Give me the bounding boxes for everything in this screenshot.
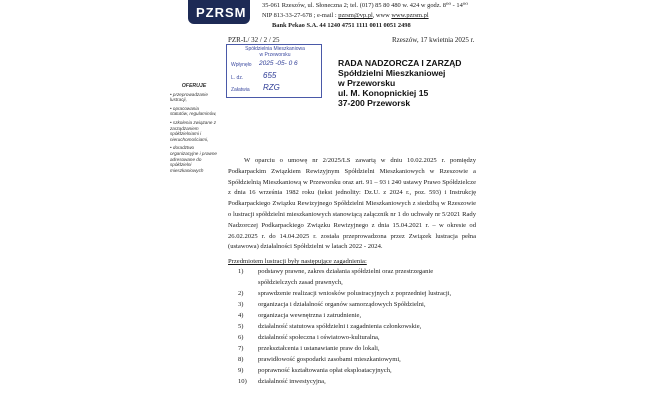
reference-number: PZR-L/ 32 / 2 / 25: [228, 36, 280, 44]
sidebar-item: • opracowania statutów, regulaminów,: [170, 105, 217, 117]
list-item: 1) podstawy prawne, zakres działania spółdzielni oraz przestrzeganie: [238, 268, 434, 275]
www-sep: , www: [372, 12, 392, 19]
list-item: spółdzielczych zasad prawnych,: [258, 279, 343, 286]
addressee-line: RADA NADZORCZA I ZARZĄD: [338, 58, 462, 68]
list-item: 9) poprawność kształtowania opłat eksploatacyjnych,: [238, 367, 392, 374]
receipt-stamp: [226, 44, 322, 98]
letter-date: Rzeszów, 17 kwietnia 2025 r.: [392, 36, 475, 44]
letterhead-address: 35-061 Rzeszów, ul. Słoneczna 2; tel. (017) 85 80 480 w. 424 w godz. 8⁰⁰ - 14⁰⁰: [262, 2, 468, 9]
body-paragraph: W oparciu o umowę nr 2/2025/LS zawartą w dniu 10.02.2025 r. pomiędzy Podkarpackim Związkiem Rewizyjnym Spółdzielni Mieszkaniowych w Rzeszowie a Spółdzielnią Mieszkaniową w Przeworsku oraz art. 91 – 93 i 240 ustawy Prawo Spółdzielcze z dnia 16 września 1982 roku (tekst jednolity: Dz.U. z 2024 r., poz. 593) i Instrukcję Podkarpackiego Związku Rewizyjnego Spółdzielni Mieszkaniowych z siedzibą w Rzeszowie o lustracji spółdzielni mieszkaniowych stanowiącą załącznik nr 1 do uchwały nr 5/2021 Rady Nadzorczej Podkarpackiego Związku Rewizyjnego z dnia 15.04.2021 r. – w okresie od 26.02.2025 r. do 14.04.2025 r. została przeprowadzona przez Związek lustracja pełna (ustawowa) działalności Spółdzielni w latach 2022 - 2024.: [228, 157, 476, 251]
stamp-date-value: 2025 -05- 0 6: [259, 60, 298, 67]
stamp-ldz-value: 655: [263, 71, 277, 80]
sidebar-title: OFERUJE: [181, 83, 207, 89]
addressee-line: w Przeworsku: [338, 78, 396, 88]
email-link[interactable]: pzrsm@vp.pl: [338, 12, 373, 19]
list-item: 2) sprawdzenie realizacji wniosków polustracyjnych z poprzedniej lustracji,: [238, 290, 452, 297]
letterhead-contact: [262, 11, 429, 20]
stamp-org: Spółdzielnia Mieszkaniowa w Przeworsku: [245, 46, 305, 58]
website-link[interactable]: www.pzrsm.pl: [391, 12, 429, 19]
list-item: 5) działalność statutowa spółdzielni i zagadnienia członkowskie,: [238, 323, 422, 330]
stamp-zalatwia-value: RZG: [263, 83, 280, 92]
subject-heading: Przedmiotem lustracji były następujące zagadnienia:: [228, 258, 367, 265]
pzrsm-logo: [188, 0, 250, 24]
list-item: 4) organizacja wewnętrzna i zatrudnienie,: [238, 312, 362, 319]
stamp-wplynelo-label: Wpłynęło: [231, 62, 252, 68]
list-item: 8) prawidłowość gospodarki zasobami mieszkaniowymi,: [238, 356, 401, 363]
stamp-zalatwia-label: Załatwia: [231, 87, 250, 93]
offer-sidebar: [170, 84, 218, 176]
letter-body: [228, 156, 476, 253]
addressee-line: 37-200 Przeworsk: [338, 98, 411, 108]
sidebar-item: • przeprowadzanie lustracji,: [170, 91, 208, 103]
nip-line: NIP 813-33-27-678 ; e-mail :: [262, 12, 339, 19]
logo-text: PZRSM: [196, 5, 247, 20]
list-item: 6) działalność społeczna i oświatowo-kulturalna,: [238, 334, 380, 341]
addressee-block: [338, 58, 461, 108]
addressee-line: ul. M. Konopnickiej 15: [338, 88, 429, 98]
addressee-line: Spółdzielni Mieszkaniowej: [338, 68, 446, 78]
sidebar-item: • doradztwo organizacyjne i prawne adresowane do spółdzielni mieszkaniowych: [170, 145, 217, 173]
stamp-ldz-label: L. dz.: [231, 75, 244, 81]
list-item: 3) organizacja i działalność organów samorządowych Spółdzielni,: [238, 301, 426, 308]
bank-line: Bank Pekao S.A. 44 1240 4751 1111 0011 0051 2498: [272, 22, 411, 29]
list-item: 10) działalność inwestycyjna,: [238, 378, 326, 385]
sidebar-item: • szkolenia związane z zarządzaniem spółdzielniami i nieruchomościami,: [170, 119, 217, 142]
list-item: 7) przekształcenia i ustanawianie praw do lokali,: [238, 345, 380, 352]
